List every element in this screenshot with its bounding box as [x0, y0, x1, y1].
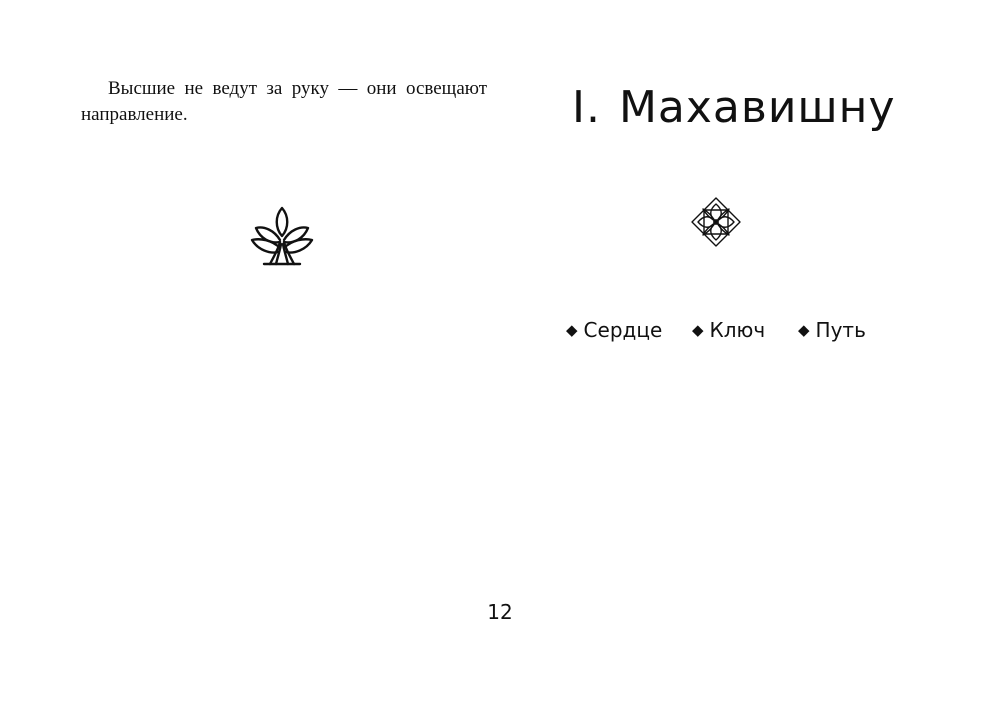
- diamond-bullet-icon: ◆: [566, 321, 578, 339]
- keyword-label: Ключ: [709, 318, 766, 342]
- keyword-item: [692, 318, 765, 342]
- lotus-icon: [250, 206, 314, 268]
- diamond-flower-icon: [690, 196, 742, 248]
- chapter-number: I.: [572, 82, 601, 133]
- keyword-item: [566, 318, 662, 342]
- chapter-heading: [572, 82, 896, 133]
- keyword-label: Путь: [815, 318, 866, 342]
- diamond-bullet-icon: ◆: [692, 321, 704, 339]
- epigraph: Высшие не ведут за руку — они освещают направление.: [81, 78, 487, 125]
- diamond-bullet-icon: ◆: [798, 321, 810, 339]
- keyword-label: Сердце: [583, 318, 663, 342]
- right-page: [500, 0, 1000, 702]
- chapter-title: Махавишну: [618, 82, 896, 133]
- page-number: 12: [487, 600, 513, 624]
- keywords-list: [566, 318, 876, 348]
- keyword-item: [798, 318, 866, 342]
